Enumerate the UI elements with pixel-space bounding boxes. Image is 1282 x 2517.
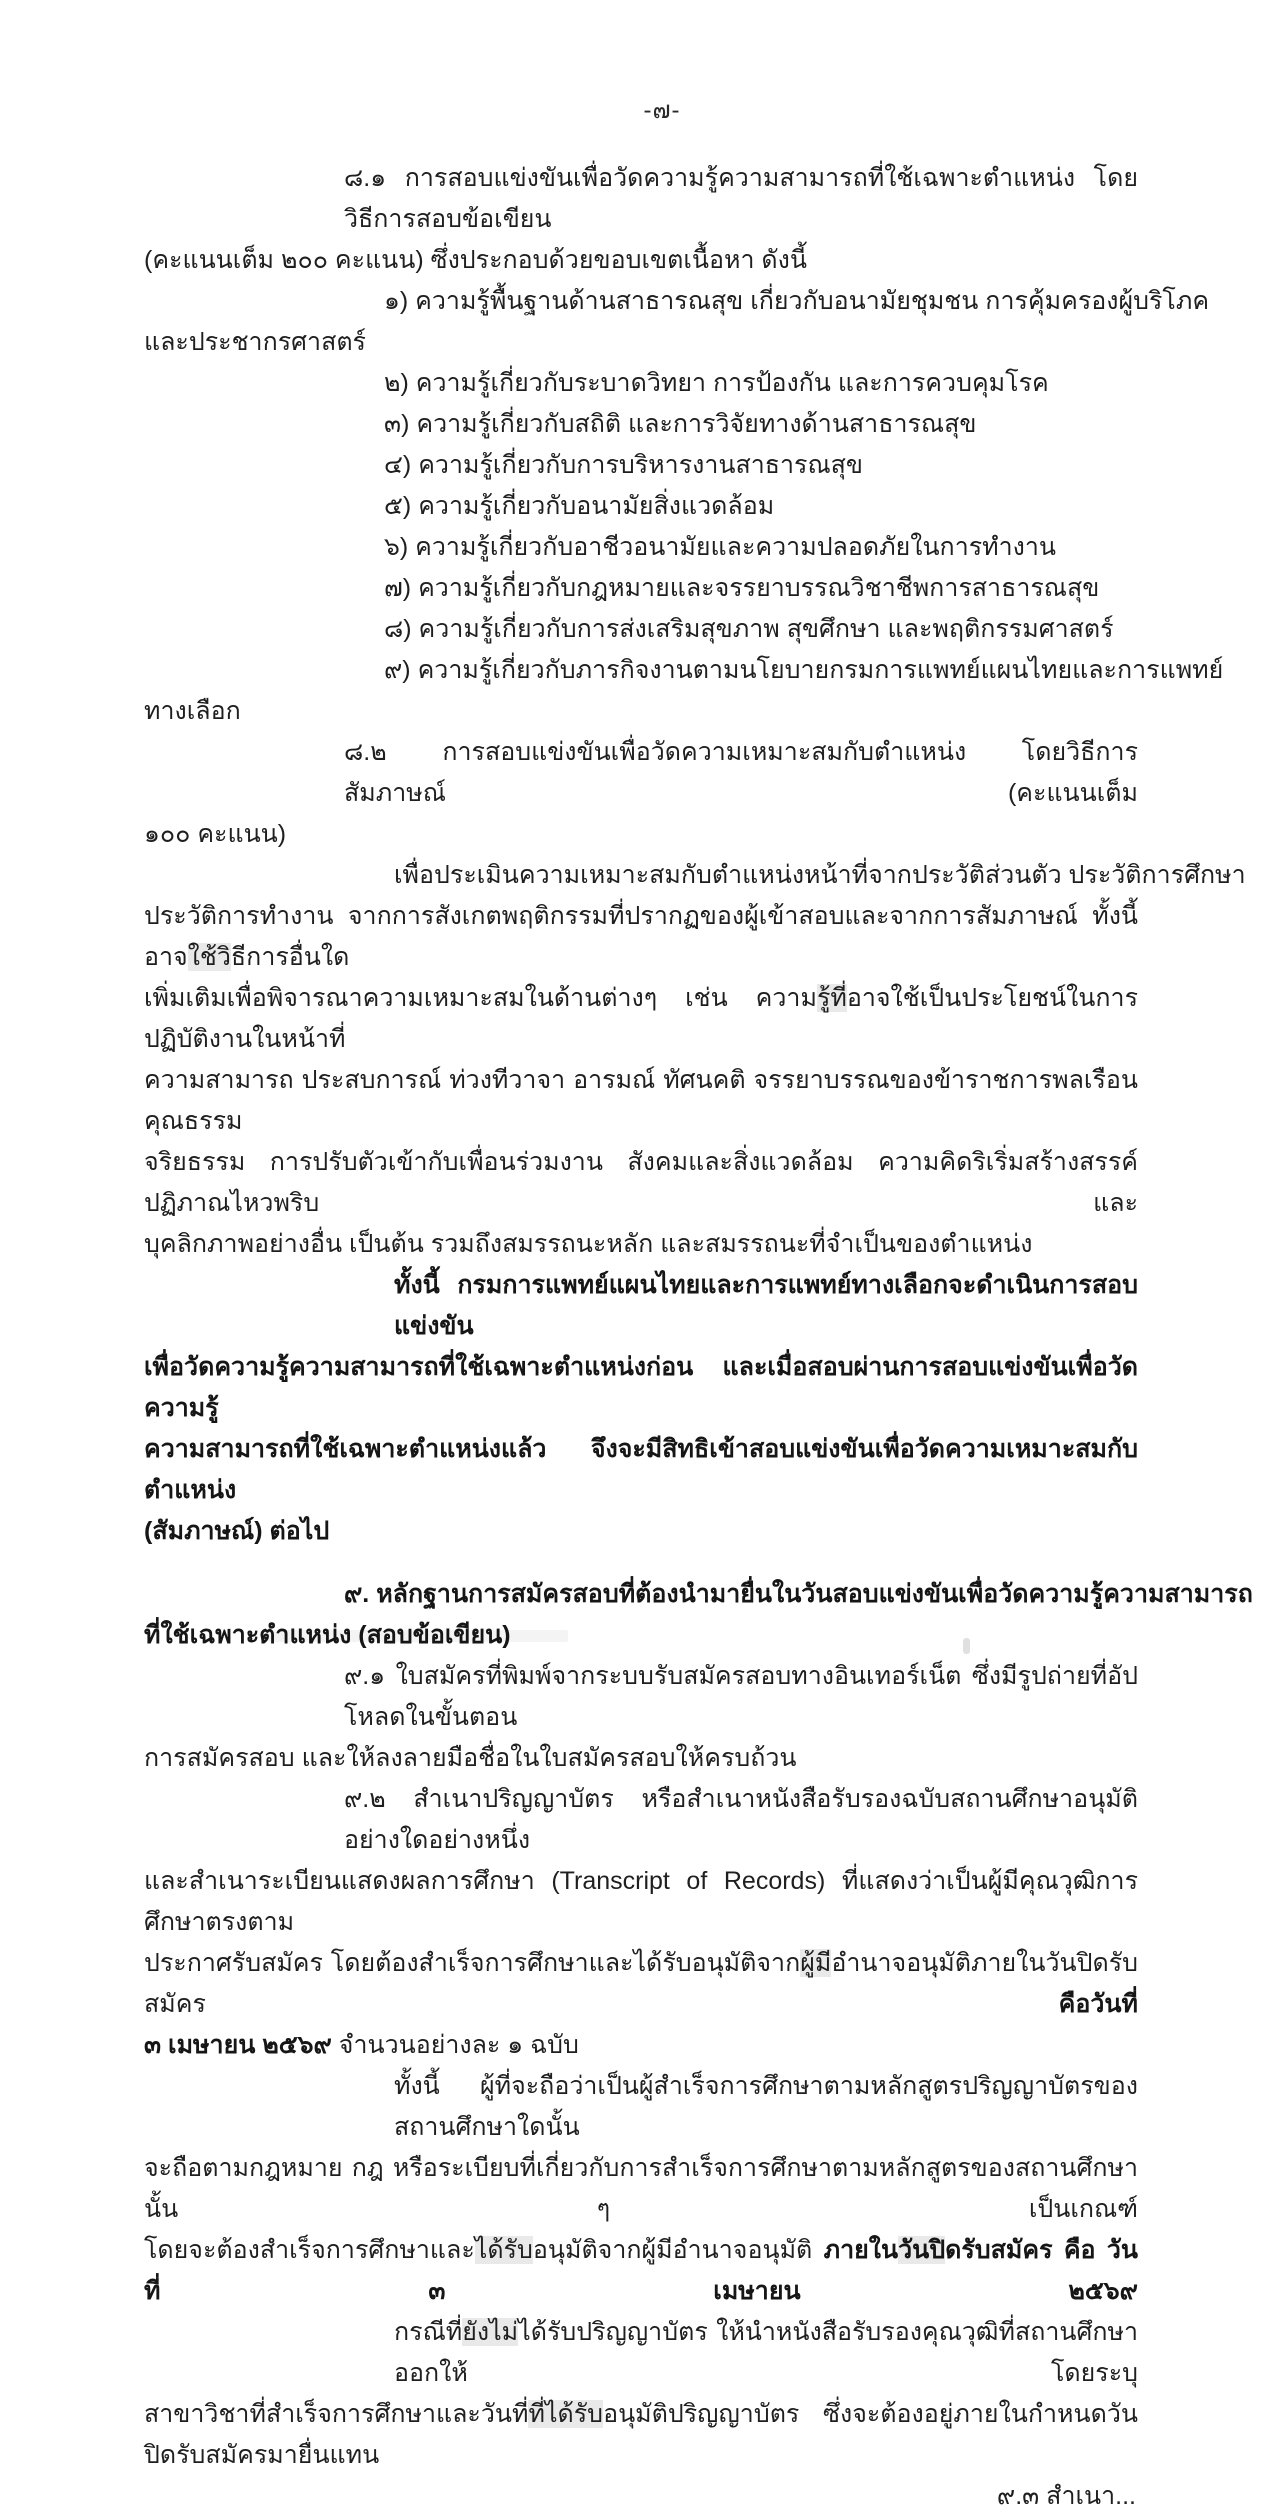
text-run: เพิ่มเติมเพื่อพิจารณาความเหมาะสมในด้านต่างๆ เช่น ความ: [144, 984, 817, 1012]
text-line: [144, 609, 1138, 650]
bold-text-run: ความสามารถที่ใช้เฉพาะตำแหน่งแล้ว จึงจะมีสิทธิเข้าสอบแข่งขันเพื่อวัดความเหมาะสมกับตำแหน่ง: [144, 1435, 1138, 1504]
text-line: [144, 855, 1246, 896]
text-line: [144, 568, 1138, 609]
text-run: ยังไม่: [462, 2318, 519, 2346]
text-line: [144, 1224, 1138, 1265]
text-line: [144, 1060, 1138, 1142]
text-line: [144, 1656, 1138, 1738]
text-run: ผู้มี: [800, 1949, 832, 1977]
continuation-marker: [144, 2476, 1138, 2517]
text-line: [144, 1511, 1138, 1552]
text-run: จริยธรรม การปรับตัวเข้ากับเพื่อนร่วมงาน สังคมและสิ่งแวดล้อม ความคิดริเริ่มสร้างสรรค์ ปฏิภาณไหวพริบ และ: [144, 1148, 1138, 1217]
text-run: ความสามารถ ประสบการณ์ ท่วงทีวาจา อารมณ์ ทัศนคติ จรรยาบรรณของข้าราชการพลเรือน คุณธรรม: [144, 1066, 1138, 1135]
text-line: [144, 691, 1138, 732]
text-run: ๘) ความรู้เกี่ยวกับการส่งเสริมสุขภาพ สุขศึกษา และพฤติกรรมศาสตร์: [384, 615, 1114, 643]
text-line: [144, 896, 1138, 978]
bold-text-run: ที่ใช้เฉพาะตำแหน่ง (สอบข้อเขียน): [144, 1621, 511, 1649]
text-run: ๘.๑ การสอบแข่งขันเพื่อวัดความรู้ความสามารถที่ใช้เฉพาะตำแหน่ง โดยวิธีการสอบข้อเขียน: [344, 164, 1138, 233]
text-run: ใช้วิ: [187, 943, 231, 971]
text-line: [144, 158, 1138, 240]
text-run: ได้รับ: [474, 2236, 533, 2264]
text-line: [144, 2066, 1138, 2148]
bold-text-run: ๙. หลักฐานการสมัครสอบที่ต้องนำมายื่นในวันสอบแข่งขันเพื่อวัดความรู้ความสามารถ: [344, 1580, 1253, 1608]
text-line: [144, 1142, 1138, 1224]
text-line: [144, 486, 1138, 527]
bold-text-run: ดรับสมัคร คือ วันที่ ๓ เมษายน ๒๕๖๙: [144, 2236, 1138, 2305]
text-run: ๓) ความรู้เกี่ยวกับสถิติ และการวิจัยทางด้านสาธารณสุข: [384, 410, 977, 438]
text-run: โดยจะต้องสำเร็จการศึกษาและ: [144, 2236, 475, 2264]
text-run: อาจใช้เป็นประโยชน์ในการปฏิบัติงานในหน้าที่: [144, 984, 1138, 1053]
text-run: ๑) ความรู้พื้นฐานด้านสาธารณสุข เกี่ยวกับอนามัยชุมชน การคุ้มครองผู้บริโภค: [384, 287, 1210, 315]
text-run: (คะแนนเต็ม ๒๐๐ คะแนน) ซึ่งประกอบด้วยขอบเขตเนื้อหา ดังนี้: [144, 246, 807, 274]
text-run: ๔) ความรู้เกี่ยวกับการบริหารงานสาธารณสุข: [384, 451, 864, 479]
text-run: ๑๐๐ คะแนน): [144, 820, 287, 848]
text-line: [144, 1779, 1138, 1861]
text-run: และสำเนาระเบียนแสดงผลการศึกษา (Transcript of Records) ที่แสดงว่าเป็นผู้มีคุณวุฒิการศึกษาตรงตาม: [144, 1867, 1138, 1936]
text-line: [144, 2312, 1138, 2394]
scan-dot-artifact: [963, 1638, 970, 1654]
text-run: ๗) ความรู้เกี่ยวกับกฎหมายและจรรยาบรรณวิชาชีพการสาธารณสุข: [384, 574, 1100, 602]
text-line: [144, 445, 1138, 486]
text-line: [144, 2025, 1138, 2066]
text-run: ๙) ความรู้เกี่ยวกับภารกิจงานตามนโยบายกรมการแพทย์แผนไทยและการแพทย์: [384, 656, 1224, 684]
scan-smudge-artifact: [268, 1630, 568, 1642]
bold-text-run: ๓ เมษายน ๒๕๖๙: [144, 2031, 332, 2059]
document-body: [0, 158, 1253, 2517]
text-run: กรณีที่: [394, 2318, 463, 2346]
bold-text-run: วันปิ: [898, 2236, 946, 2264]
text-line: [144, 1861, 1138, 1943]
text-run: ๘.๒ การสอบแข่งขันเพื่อวัดความเหมาะสมกับตำแหน่ง โดยวิธีการสัมภาษณ์ (คะแนนเต็ม: [344, 738, 1138, 807]
text-run: ทั้งนี้ ผู้ที่จะถือว่าเป็นผู้สำเร็จการศึกษาตามหลักสูตรปริญญาบัตรของสถานศึกษาใดนั้น: [394, 2072, 1138, 2141]
text-run: ประกาศรับสมัคร โดยต้องสำเร็จการศึกษาและได้รับอนุมัติจาก: [144, 1949, 801, 1977]
text-line: [144, 1429, 1138, 1511]
bold-text-run: เพื่อวัดความรู้ความสามารถที่ใช้เฉพาะตำแหน่งก่อน และเมื่อสอบผ่านการสอบแข่งขันเพื่อวัดความรู้: [144, 1353, 1138, 1422]
text-line: [144, 281, 1210, 322]
text-line: [144, 650, 1224, 691]
bold-text-run: คือวันที่: [1058, 1990, 1138, 2018]
text-line: [144, 240, 1138, 281]
text-line: [144, 2230, 1138, 2312]
text-line: [144, 978, 1138, 1060]
text-run: อนุมัติจากผู้มีอำนาจอนุมัติ: [532, 2236, 824, 2264]
text-run: ๒) ความรู้เกี่ยวกับระบาดวิทยา การป้องกัน และการควบคุมโรค: [384, 369, 1049, 397]
text-run: จะถือตามกฎหมาย กฎ หรือระเบียบที่เกี่ยวกับการสำเร็จการศึกษาตามหลักสูตรของสถานศึกษานั้น ๆ เป็นเกณฑ์: [144, 2154, 1138, 2223]
text-run: ๖) ความรู้เกี่ยวกับอาชีวอนามัยและความปลอดภัยในการทำงาน: [384, 533, 1057, 561]
text-line: [144, 1574, 1253, 1615]
page-number: -๗-: [643, 97, 681, 124]
text-line: [144, 814, 1138, 855]
text-run: ธีการอื่นใด: [230, 943, 350, 971]
text-run: ที่ได้รับ: [528, 2400, 604, 2428]
text-run: อำนาจอนุมัติภายในวันปิดรับสมัคร: [144, 1949, 1138, 2018]
text-run: ๙.๓ สำเนา...: [996, 2482, 1136, 2510]
text-line: [144, 2148, 1138, 2230]
text-run: อนุมัติปริญญาบัตร ซึ่งจะต้องอยู่ภายในกำหนดวันปิดรับสมัครมายื่นแทน: [144, 2400, 1138, 2469]
text-run: บุคลิกภาพอย่างอื่น เป็นต้น รวมถึงสมรรถนะหลัก และสมรรถนะที่จำเป็นของตำแหน่ง: [144, 1230, 1033, 1258]
text-run: ๙.๒ สำเนาปริญญาบัตร หรือสำเนาหนังสือรับรองฉบับสถานศึกษาอนุมัติ อย่างใดอย่างหนึ่ง: [344, 1785, 1138, 1854]
text-line: [144, 1265, 1138, 1347]
text-line: [144, 1347, 1138, 1429]
text-run: เพื่อประเมินความเหมาะสมกับตำแหน่งหน้าที่จากประวัติส่วนตัว ประวัติการศึกษา: [394, 861, 1246, 889]
text-run: และประชากรศาสตร์: [144, 328, 366, 356]
bold-text-run: ภายใน: [823, 2236, 899, 2264]
text-run: การสมัครสอบ และให้ลงลายมือชื่อในใบสมัครสอบให้ครบถ้วน: [144, 1744, 797, 1772]
text-line: [144, 322, 1138, 363]
bold-text-run: (สัมภาษณ์) ต่อไป: [144, 1517, 330, 1545]
text-run: ได้รับปริญญาบัตร ให้นำหนังสือรับรองคุณวุฒิที่สถานศึกษาออกให้ โดยระบุ: [394, 2318, 1138, 2387]
text-run: สาขาวิชาที่สำเร็จการศึกษาและวันที่: [144, 2400, 529, 2428]
text-run: รู้ที่: [816, 984, 847, 1012]
text-line: [144, 732, 1138, 814]
text-run: ทางเลือก: [144, 697, 241, 725]
text-line: [144, 363, 1138, 404]
text-run: ประวัติการทำงาน จากการสังเกตพฤติกรรมที่ปรากฏของผู้เข้าสอบและจากการสัมภาษณ์ ทั้งนี้ อาจ: [144, 902, 1138, 971]
text-run: ๙.๑ ใบสมัครที่พิมพ์จากระบบรับสมัครสอบทางอินเทอร์เน็ต ซึ่งมีรูปถ่ายที่อัปโหลดในขั้นตอน: [344, 1662, 1138, 1731]
text-line: [144, 1738, 1138, 1779]
text-line: [144, 527, 1138, 568]
text-line: [144, 2394, 1138, 2476]
text-line: [144, 1943, 1138, 2025]
text-run: ๕) ความรู้เกี่ยวกับอนามัยสิ่งแวดล้อม: [384, 492, 775, 520]
text-line: [144, 404, 1138, 445]
text-run: จำนวนอย่างละ ๑ ฉบับ: [331, 2031, 579, 2059]
bold-text-run: ทั้งนี้ กรมการแพทย์แผนไทยและการแพทย์ทางเลือกจะดำเนินการสอบแข่งขัน: [394, 1271, 1138, 1340]
